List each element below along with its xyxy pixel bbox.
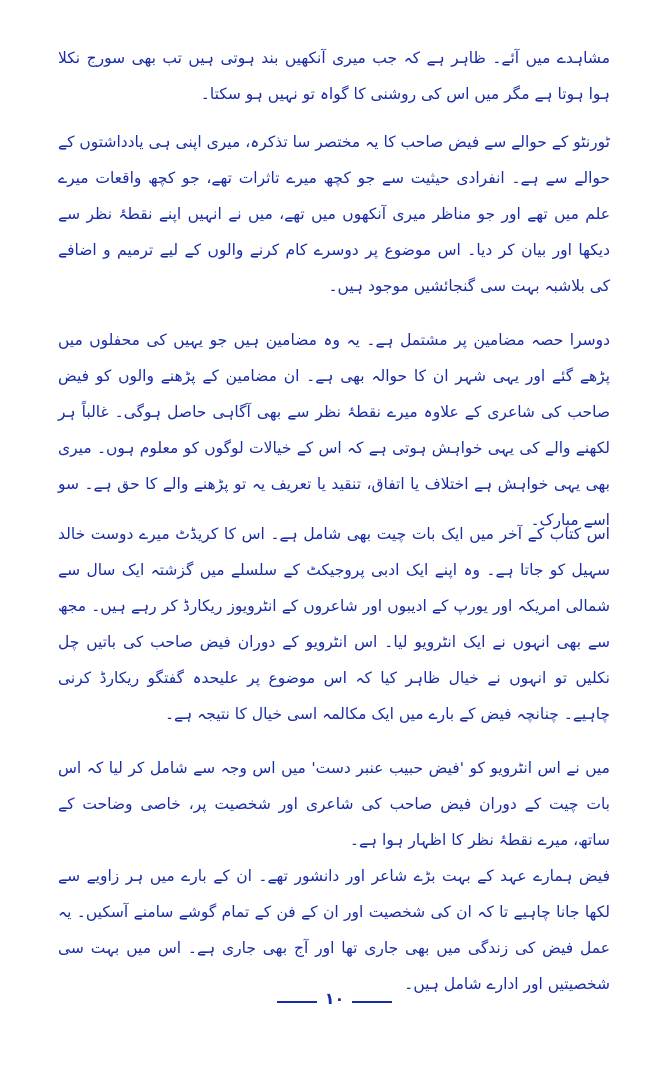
paragraph-4: اس کتاب کے آخر میں ایک بات چیت بھی شامل ہے۔ اس کا کریڈٹ میرے دوست خالد سہیل کو جاتا ہے۔ وہ اپنے ایک ادبی پروجیکٹ کے سلسلے میں گزشتہ ایک سال سے شمالی امریکہ اور یورپ کے ادیبوں اور شاعروں کے انٹرویوز ریکارڈ کر رہے ہیں۔ مجھ سے بھی انہوں نے ایک انٹرویو لیا۔ اس انٹرویو کے دوران فیض صاحب کی باتیں چل نکلیں تو انہوں نے خیال ظاہر کیا کہ اس موضوع پر علیحدہ گفتگو ریکارڈ کرنی چاہیے۔ چنانچہ فیض کے بارے میں ایک مکالمہ اسی خیال کا نتیجہ ہے۔ [58,525,610,723]
paragraph-2: ٹورنٹو کے حوالے سے فیض صاحب کا یہ مختصر سا تذکرہ، میری اپنی ہی یادداشتوں کے حوالے سے ہے۔ انفرادی حیثیت سے جو کچھ میرے تاثرات تھے، جو کچھ واقعات میرے علم میں تھے اور جو مناظر میری آنکھوں میں تھے، میں نے انہیں اپنے نقطۂ نظر سے دیکھا اور بیان کر دیا۔ اس موضوع پر دوسرے کام کرنے والوں کے لیے ترمیم و اضافے کی بلاشبہ بہت سی گنجائشیں موجود ہیں۔ [58,133,610,295]
paragraph-1: مشاہدے میں آئے۔ ظاہر ہے کہ جب میری آنکھیں بند ہوتی ہیں تب بھی سورج نکلا ہوا ہوتا ہے مگر میں اس کی روشنی کا گواہ تو نہیں ہو سکتا۔ [58,49,610,103]
page-footer [0,983,669,1013]
paragraph-6: فیض ہمارے عہد کے بہت بڑے شاعر اور دانشور تھے۔ ان کے بارے میں ہر زاویے سے لکھا جانا چاہیے تا کہ ان کی شخصیت اور ان کے فن کے تمام گوشے سامنے آسکیں۔ یہ عمل فیض کی زندگی میں بھی جاری تھا اور آج بھی جاری ہے۔ اس میں بہت سی شخصیتیں اور ادارے شامل ہیں۔ [58,867,610,993]
footer-dash-right [352,1001,392,1003]
page-number: ۱۰ [324,988,345,1008]
paragraph-5: میں نے اس انٹرویو کو 'فیض حبیب عنبر دست' میں اس وجہ سے شامل کر لیا کہ اس بات چیت کے دوران فیض صاحب کی شاعری اور شخصیت پر، خاصی وضاحت کے ساتھ، میرے نقطۂ نظر کا اظہار ہوا ہے۔ [58,759,610,849]
paragraph-3: دوسرا حصہ مضامین پر مشتمل ہے۔ یہ وہ مضامین ہیں جو یہیں کی محفلوں میں پڑھے گئے اور یہی شہر ان کا حوالہ بھی ہے۔ ان مضامین کے پڑھنے والوں کو فیض صاحب کی شاعری کے علاوہ میرے نقطۂ نظر سے بھی آگاہی حاصل ہوگی۔ غالباً ہر لکھنے والے کی یہی خواہش ہوتی ہے کہ اس کے خیالات لوگوں کو معلوم ہوں۔ میری بھی یہی خواہش ہے اختلاف یا اتفاق، تنقید یا تعریف یہ تو پڑھنے والے کا حق ہے۔ سو اسے مبارک۔ [58,331,610,529]
footer-dash-left [277,1001,317,1003]
